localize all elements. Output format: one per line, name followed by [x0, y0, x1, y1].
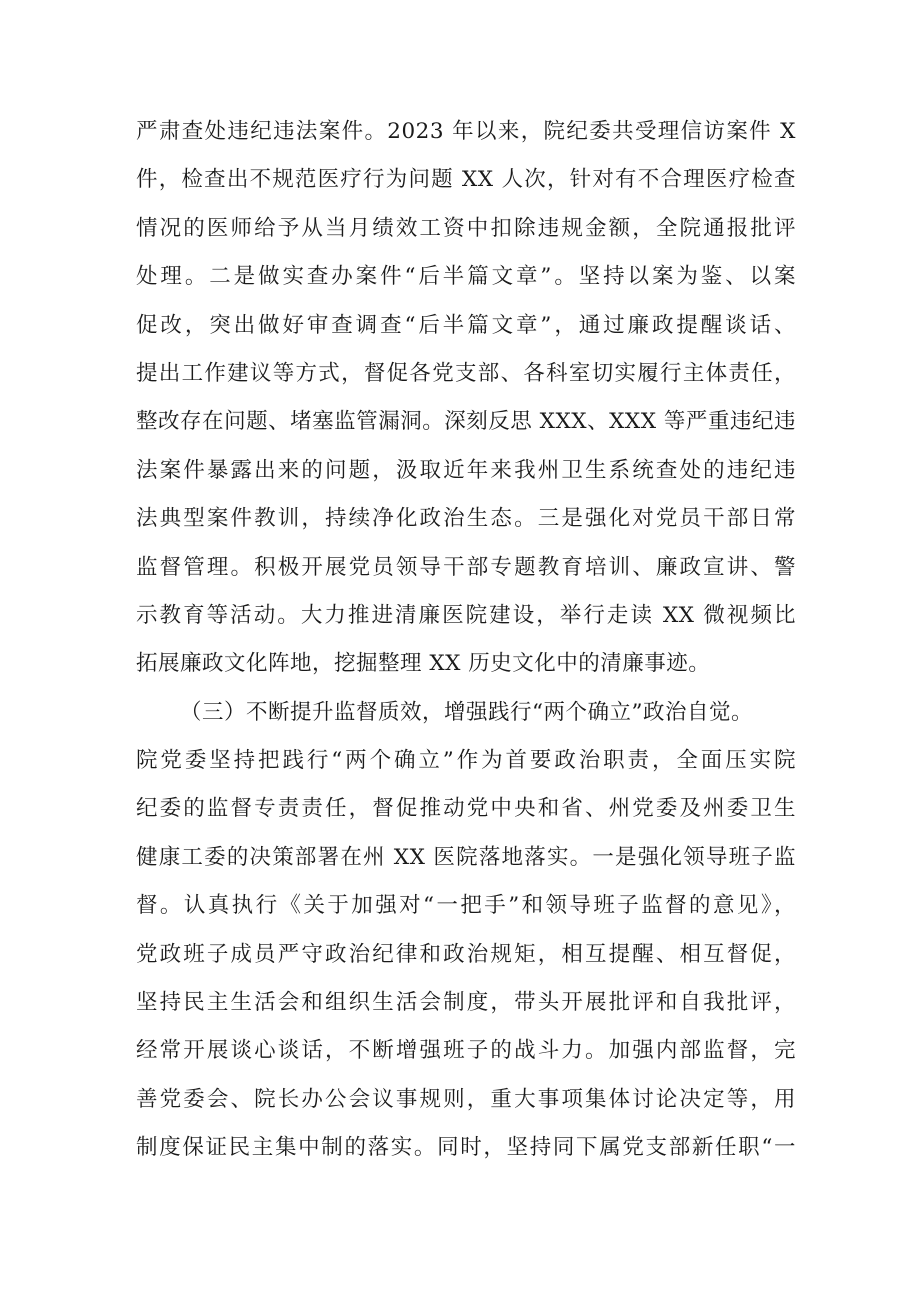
- text-line: 纪委的监督专责责任，督促推动党中央和省、州党委及州委卫生: [136, 796, 796, 822]
- text-line: 善党委会、院长办公会议事规则，重大事项集体讨论决定等，用: [136, 1086, 796, 1112]
- text-line: 经常开展谈心谈话，不断增强班子的战斗力。加强内部监督，完: [136, 1038, 796, 1064]
- text-line: 院党委坚持把践行“两个确立”作为首要政治职责，全面压实院: [136, 748, 796, 774]
- text-line: 法案件暴露出来的问题，汲取近年来我州卫生系统查处的违纪违: [136, 457, 796, 483]
- text-line: 党政班子成员严守政治纪律和政治规矩，相互提醒、相互督促，: [136, 941, 796, 967]
- text-line: 示教育等活动。大力推进清廉医院建设，举行走读 XX 微视频比: [136, 602, 796, 628]
- body-text: [136, 108, 796, 1173]
- section-heading: （三）不断提升监督质效，增强践行“两个确立”政治自觉。: [180, 699, 753, 725]
- text-line: 坚持民主生活会和组织生活会制度，带头开展批评和自我批评，: [136, 990, 796, 1016]
- text-line: 健康工委的决策部署在州 XX 医院落地落实。一是强化领导班子监: [136, 844, 796, 870]
- text-line: 法典型案件教训，持续净化政治生态。三是强化对党员干部日常: [136, 506, 796, 532]
- text-line: 提出工作建议等方式，督促各党支部、各科室切实履行主体责任，: [136, 360, 796, 386]
- text-line: 督。认真执行《关于加强对“一把手”和领导班子监督的意见》，: [136, 893, 796, 919]
- text-line: 件，检查出不规范医疗行为问题 XX 人次，针对有不合理医疗检查: [136, 167, 796, 193]
- text-line: 促改，突出做好审查调查“后半篇文章”，通过廉政提醒谈话、: [136, 312, 796, 338]
- text-line: 监督管理。积极开展党员领导干部专题教育培训、廉政宣讲、警: [136, 554, 796, 580]
- text-line: 制度保证民主集中制的落实。同时，坚持同下属党支部新任职“一: [136, 1135, 796, 1161]
- text-line: 情况的医师给予从当月绩效工资中扣除违规金额，全院通报批评: [136, 215, 796, 241]
- text-line: 处理。二是做实查办案件“后半篇文章”。坚持以案为鉴、以案: [136, 264, 796, 290]
- text-line: 整改存在问题、堵塞监管漏洞。深刻反思 XXX、XXX 等严重违纪违: [136, 409, 796, 435]
- text-line: 拓展廉政文化阵地，挖掘整理 XX 历史文化中的清廉事迹。: [136, 651, 711, 677]
- text-line: 严肃查处违纪违法案件。2023 年以来，院纪委共受理信访案件 X: [136, 119, 796, 144]
